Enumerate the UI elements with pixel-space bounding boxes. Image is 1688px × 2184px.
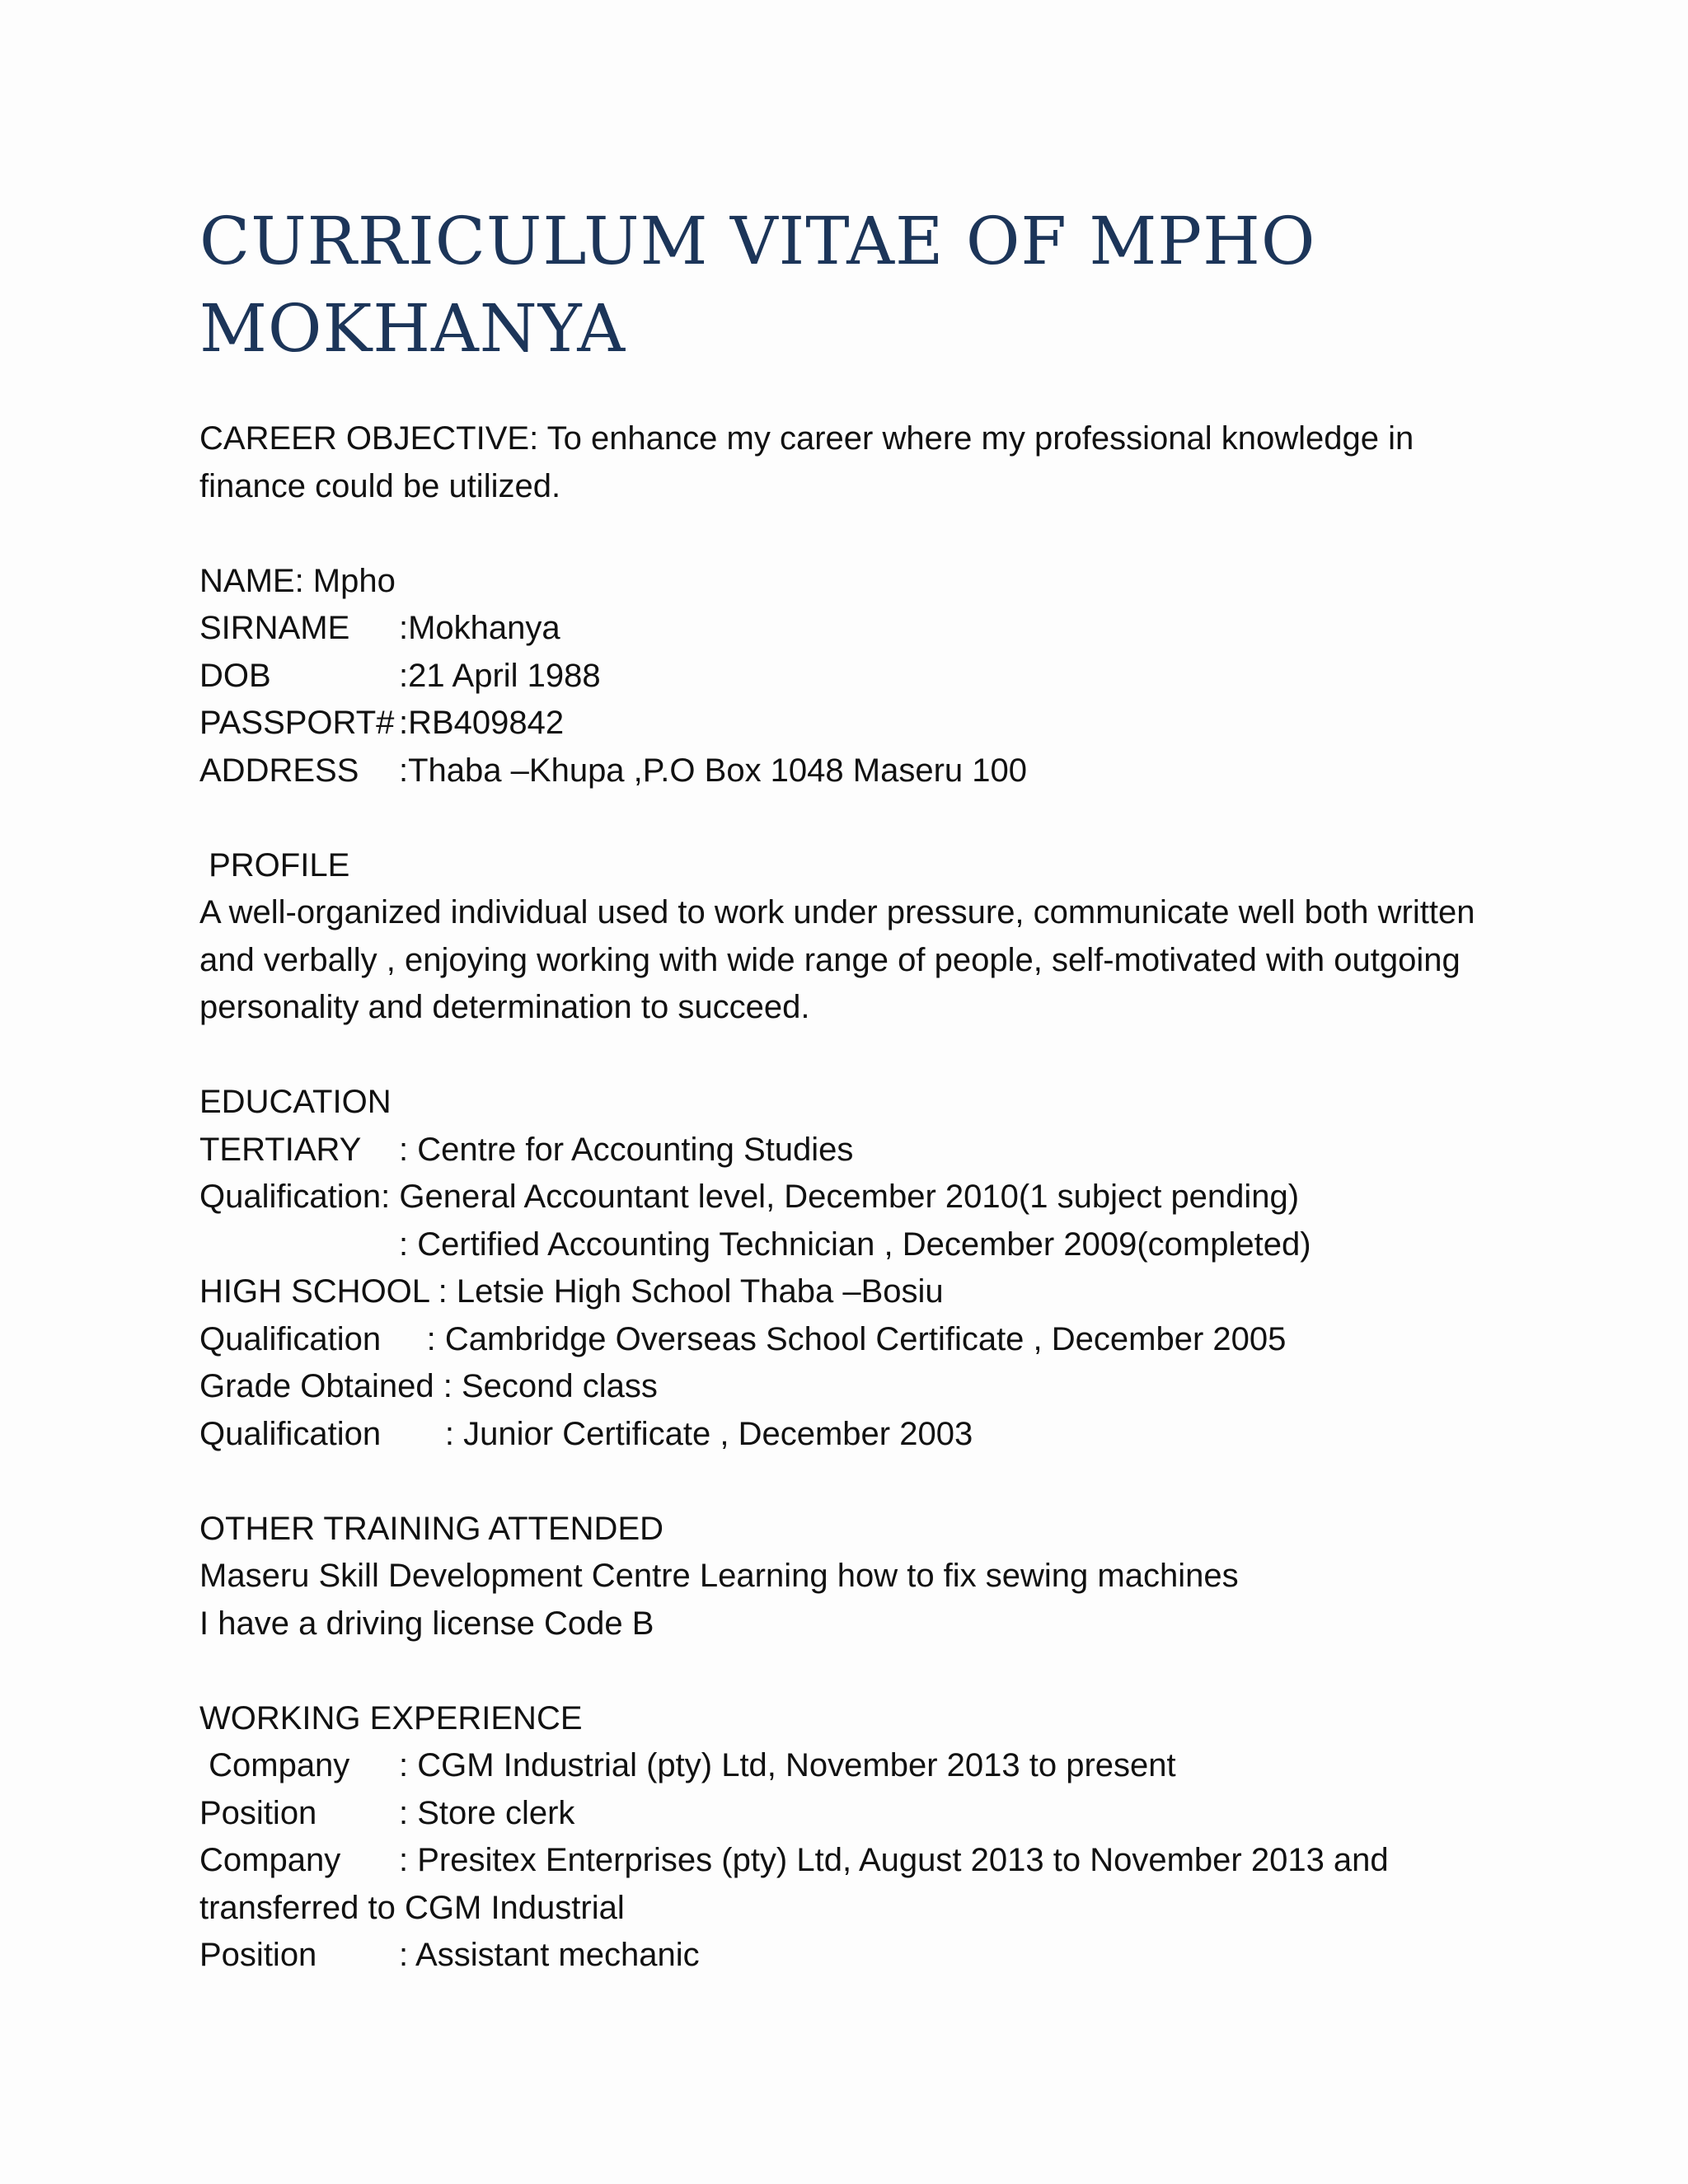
education-heading: EDUCATION	[199, 1084, 392, 1120]
position-2-label: Position	[199, 1937, 317, 1973]
passport-value: :RB409842	[399, 705, 565, 741]
high-school-line: HIGH SCHOOL : Letsie High School Thaba –Bosiu	[199, 1273, 944, 1310]
name-line: NAME: Mpho	[199, 562, 396, 599]
profile-text: A well-organized individual used to work under pressure, communicate well both written and verbally , enjoying working with wide range of people, self-motivated with outgoing personality and determination to succeed.	[199, 894, 1475, 1025]
profile-heading: PROFILE	[199, 846, 350, 883]
position-1-value: : Store clerk	[399, 1794, 575, 1831]
company-2-entry	[199, 1837, 1518, 1932]
passport-row	[199, 700, 1518, 748]
grade-line: Grade Obtained : Second class	[199, 1368, 658, 1404]
qualification-line-2: : Certified Accounting Technician , December 2009(completed)	[399, 1226, 1311, 1263]
document-title: CURRICULUM VITAE OF MPHO MOKHANYA	[199, 203, 1316, 367]
position-2-value: : Assistant mechanic	[399, 1937, 700, 1973]
position-2-row	[199, 1932, 1518, 1980]
address-label: ADDRESS	[199, 752, 359, 789]
surname-label: SIRNAME	[199, 610, 350, 646]
passport-label: PASSPORT#	[199, 705, 395, 741]
tertiary-value: : Centre for Accounting Studies	[399, 1131, 854, 1168]
career-objective: CAREER OBJECTIVE: To enhance my career where my professional knowledge in finance could be utilized.	[199, 420, 1414, 504]
qualification-line-3: Qualification : Cambridge Overseas School Certificate , December 2005	[199, 1320, 1287, 1357]
qualification-line-1: Qualification: General Accountant level, December 2010(1 subject pending)	[199, 1179, 1300, 1215]
cv-content	[199, 198, 1518, 1980]
position-1-row	[199, 1790, 1518, 1838]
surname-value: :Mokhanya	[399, 610, 560, 646]
training-item-1: Maseru Skill Development Centre Learning how to fix sewing machines	[199, 1558, 1239, 1594]
training-heading: OTHER TRAINING ATTENDED	[199, 1510, 664, 1547]
training-item-2: I have a driving license Code B	[199, 1605, 654, 1642]
dob-label: DOB	[199, 657, 271, 694]
company-1-label: Company	[199, 1747, 350, 1783]
document-body	[199, 415, 1518, 1980]
company-1-row	[199, 1742, 1518, 1790]
address-value: :Thaba –Khupa ,P.O Box 1048 Maseru 100	[399, 752, 1028, 789]
tertiary-label: TERTIARY	[199, 1131, 362, 1168]
company-2-label: Company	[199, 1842, 341, 1878]
dob-row	[199, 653, 1518, 701]
surname-row	[199, 605, 1518, 653]
company-2-value: : Presitex Enterprises (pty) Ltd, August 2013 to November 2013 and transferred to CGM Industrial	[199, 1842, 1389, 1926]
company-1-value: : CGM Industrial (pty) Ltd, November 2013 to present	[399, 1747, 1176, 1783]
address-row	[199, 748, 1518, 795]
qualification-line-2-row	[199, 1221, 1518, 1269]
tertiary-row	[199, 1127, 1518, 1174]
dob-value: :21 April 1988	[399, 657, 601, 694]
qualification-line-4: Qualification : Junior Certificate , December 2003	[199, 1415, 973, 1452]
position-1-label: Position	[199, 1794, 317, 1831]
experience-heading: WORKING EXPERIENCE	[199, 1699, 583, 1736]
